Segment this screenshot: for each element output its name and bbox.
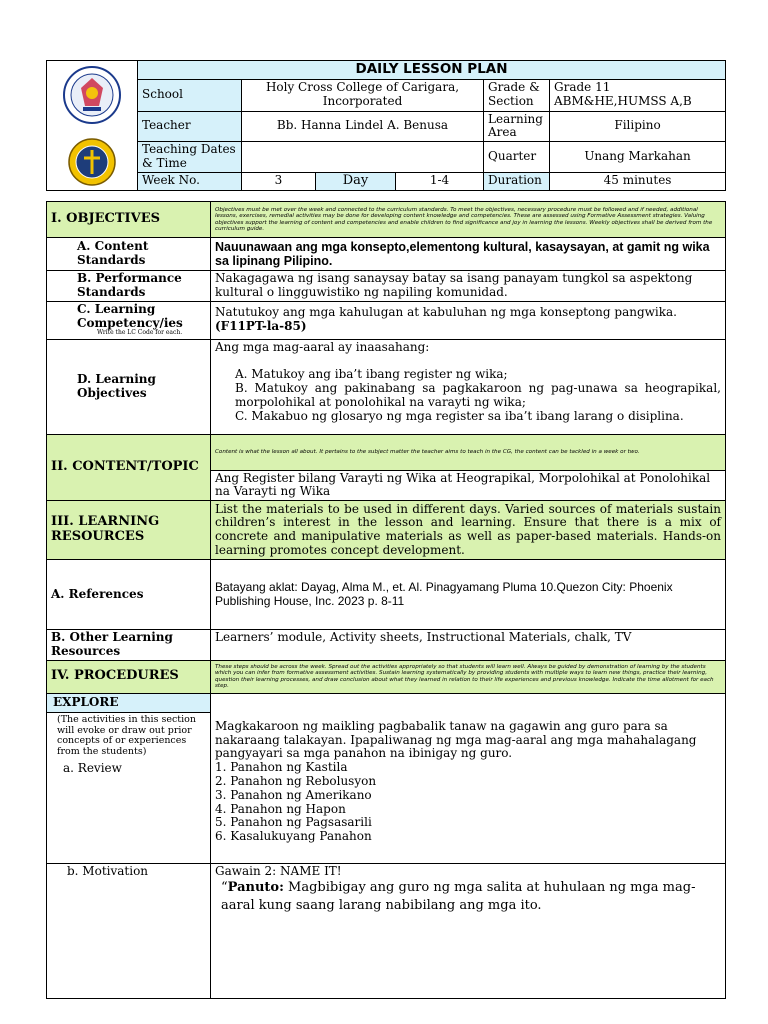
grade-value: Grade 11 ABM&HE,HUMSS A,B bbox=[550, 79, 726, 111]
learning-objective-item: A. Matukoy ang iba’t ibang register ng wika; bbox=[235, 367, 508, 382]
duration-label: Duration bbox=[484, 172, 550, 190]
area-value: Filipino bbox=[550, 111, 726, 142]
content-standards-label: A. Content Standards bbox=[47, 238, 211, 271]
objectives-note: Objectives must be met over the week and connected to the curriculum standards. To meet the objectives, necessary procedure must be followed and if needed, additional lessons, exercises, remedial activities may be done for developing content knowledge and competencies. These are assessed using Formative Assessment strategies. Valuing objectives support the learning of content and competencies and enable children to find significance and joy in learning the lessons. Weekly objectives shall be derived from the curriculum guide. bbox=[211, 202, 726, 238]
competency-cell bbox=[47, 301, 211, 339]
motivation-text: Magbibigay ang guro ng mga salita at huhulaan ng mga mag-aaral kung saang larang nabibilang ang mga ito. bbox=[221, 879, 696, 913]
references-label: A. References bbox=[47, 560, 211, 630]
motivation-cell bbox=[211, 863, 726, 998]
review-item: 3. Panahon ng Amerikano bbox=[215, 787, 372, 802]
review-item: 6. Kasalukuyang Panahon bbox=[215, 829, 372, 844]
grade-label: Grade & Section bbox=[484, 79, 550, 111]
learning-objectives-label: D. Learning Objectives bbox=[47, 339, 211, 434]
other-resources-label: B. Other Learning Resources bbox=[47, 630, 211, 661]
review-item: 2. Panahon ng Rebolusyon bbox=[215, 773, 377, 788]
competency-note: Write the LC Code for each. bbox=[97, 329, 183, 337]
teacher-value: Bb. Hanna Lindel A. Benusa bbox=[242, 111, 484, 142]
explore-label: EXPLORE bbox=[47, 694, 210, 713]
procedures-heading: IV. PROCEDURES bbox=[47, 660, 211, 693]
lesson-plan-body bbox=[46, 201, 726, 999]
learning-objectives-intro: Ang mga mag-aaral ay inaasahang: bbox=[215, 339, 430, 354]
teacher-label: Teacher bbox=[138, 111, 242, 142]
deped-seal-icon bbox=[63, 66, 121, 124]
learning-objectives-cell bbox=[211, 339, 726, 434]
motivation-title: Gawain 2: NAME IT! bbox=[215, 863, 342, 878]
review-text: Magkakaroon ng maikling pagbabalik tanaw na gagawin ang guro para sa nakaraang talakayan. Ipapaliwanag ng mga mag-aaral ang mga mahahalagang pangyayari sa mga panahon na ibinigay ng guro. bbox=[215, 718, 697, 761]
day-label: Day bbox=[316, 172, 396, 190]
quarter-value: Unang Markahan bbox=[550, 142, 726, 173]
motivation-instruction bbox=[215, 879, 721, 915]
motivation-label: b. Motivation bbox=[47, 863, 211, 998]
objectives-heading: I. OBJECTIVES bbox=[47, 202, 211, 238]
review-cell bbox=[211, 693, 726, 863]
review-item: 4. Panahon ng Hapon bbox=[215, 801, 346, 816]
performance-standards-label: B. Performance Standards bbox=[47, 271, 211, 302]
quarter-label: Quarter bbox=[484, 142, 550, 173]
logo-cell bbox=[47, 61, 138, 191]
competency-value: Natutukoy ang mga kahulugan at kabuluhan ng mga konseptong pangwika. bbox=[215, 305, 677, 320]
content-value: Ang Register bilang Varayti ng Wika at Heograpikal, Morpolohikal at Ponolohikal na Varayti ng Wika bbox=[211, 470, 726, 501]
content-standards-value: Nauunawaan ang mga konsepto,elementong kultural, kasaysayan, at gamit ng wika sa lipinang Pilipino. bbox=[211, 238, 726, 271]
week-value: 3 bbox=[242, 172, 316, 190]
learning-objective-item: B. Matukoy ang pakinabang sa pagkakaroon ng pag-unawa sa heograpikal, morpolohikal at ponolohikal na varayti ng wika; bbox=[235, 381, 721, 409]
performance-standards-value: Nakagagawa ng isang sanaysay batay sa isang panayam tungkol sa aspektong kultural o lingguwistiko ng napiling komunidad. bbox=[211, 271, 726, 302]
dates-label: Teaching Dates & Time bbox=[138, 142, 242, 173]
other-resources-value: Learners’ module, Activity sheets, Instructional Materials, chalk, TV bbox=[211, 630, 726, 661]
school-label: School bbox=[138, 79, 242, 111]
school-value: Holy Cross College of Carigara, Incorporated bbox=[242, 79, 484, 111]
school-seal-icon bbox=[68, 138, 116, 186]
references-value: Batayang aklat: Dayag, Alma M., et. Al. Pinagyamang Pluma 10.Quezon City: Phoenix Publishing House, Inc. 2023 p. 8-11 bbox=[211, 560, 726, 630]
resources-heading: III. LEARNING RESOURCES bbox=[47, 501, 211, 560]
duration-value: 45 minutes bbox=[550, 172, 726, 190]
area-label: Learning Area bbox=[484, 111, 550, 142]
explore-cell bbox=[47, 693, 211, 863]
competency-label: C. Learning Competency/ies bbox=[77, 301, 183, 330]
procedures-note: These steps should be across the week. Spread out the activities appropriately so that students will learn well. Always be guided by demonstration of learning by the students which you can infer from formative assessment activities. Sustain learning systematically by providing students with multiple ways to learn new things, practice their learning, question their learning processes, and draw conclusion about what they learned in relation to their life experiences and previous knowledge. Indicate the time allotment for each step. bbox=[211, 660, 726, 693]
dates-value bbox=[242, 142, 484, 173]
review-label: a. Review bbox=[63, 761, 122, 776]
content-note: Content is what the lesson all about. It pertains to the subject matter the teacher aims to teach in the CG, the content can be tackled in a week or two. bbox=[211, 434, 726, 470]
page-title: DAILY LESSON PLAN bbox=[138, 61, 726, 80]
week-label: Week No. bbox=[138, 172, 242, 190]
motivation-quote: “ bbox=[221, 879, 228, 895]
lesson-plan-header bbox=[46, 60, 726, 191]
resources-note: List the materials to be used in different days. Varied sources of materials sustain children’s interest in the lesson and learning. Ensure that there is a mix of concrete and manipulative materials as well as paper-based materials. Hands-on learning promotes concept development. bbox=[211, 501, 726, 560]
learning-objective-item: C. Makabuo ng glosaryo ng mga register sa iba’t ibang larang o disiplina. bbox=[235, 408, 684, 423]
review-item: 1. Panahon ng Kastila bbox=[215, 760, 348, 775]
content-heading: II. CONTENT/TOPIC bbox=[47, 434, 211, 501]
motivation-bold: Panuto: bbox=[227, 879, 284, 895]
explore-note: (The activities in this section will evoke or draw out prior concepts of or experiences from the students) bbox=[57, 713, 196, 758]
day-value: 1-4 bbox=[396, 172, 484, 190]
competency-code: (F11PT-la-85) bbox=[215, 319, 307, 334]
competency-cell-value bbox=[211, 301, 726, 339]
review-item: 5. Panahon ng Pagsasarili bbox=[215, 815, 372, 830]
